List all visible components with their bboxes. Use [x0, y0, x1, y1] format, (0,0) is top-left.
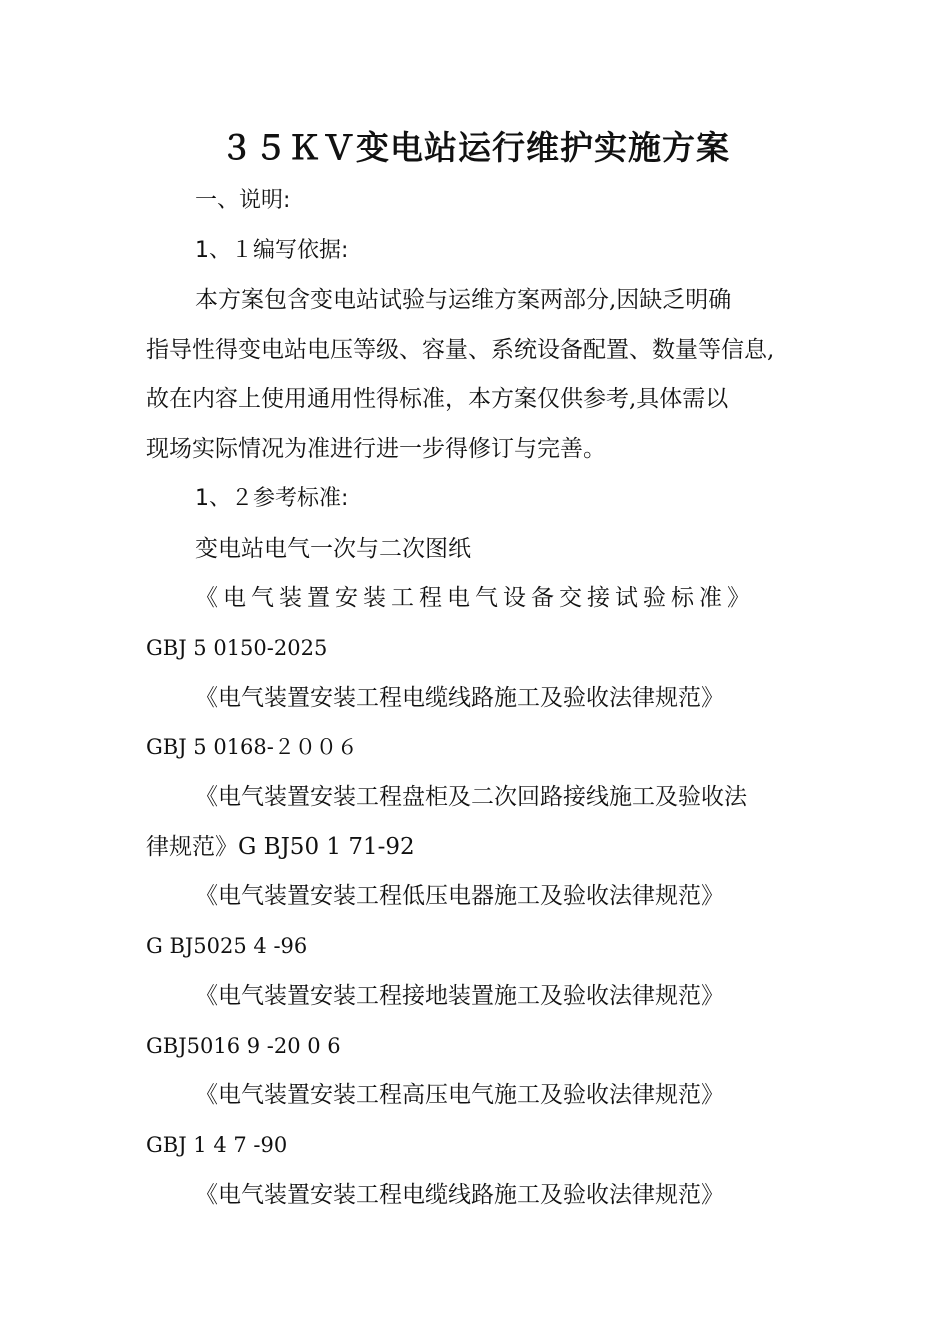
- reference-code: GBJ5016 9 -20 0 6: [146, 1034, 341, 1058]
- reference-item: 《电气装置安装工程接地装置施工及验收法律规范》: [195, 983, 724, 1009]
- subsection-heading-basis: 1、１编写依据:: [195, 238, 349, 263]
- reference-item: 《电气装置安装工程电缆线路施工及验收法律规范》: [195, 1182, 724, 1208]
- reference-code: 律规范》G BJ50 1 71-92: [146, 834, 415, 860]
- reference-item: 《电气装置安装工程电气设备交接试验标准》: [195, 585, 755, 611]
- document-title: ３５ＫＶ变电站运行维护实施方案: [220, 128, 730, 167]
- reference-code: GBJ 5 0168-２００６: [146, 735, 358, 759]
- reference-item: 变电站电气一次与二次图纸: [195, 536, 471, 562]
- reference-item: 《电气装置安装工程盘柜及二次回路接线施工及验收法: [195, 784, 747, 810]
- reference-code: G BJ5025 4 -96: [146, 934, 308, 958]
- section-heading-explanation: 一、说明:: [195, 188, 291, 213]
- subsection-heading-standards: 1、２参考标准:: [195, 486, 349, 511]
- reference-code: GBJ 5 0150-2025: [146, 636, 328, 660]
- reference-item: 《电气装置安装工程电缆线路施工及验收法律规范》: [195, 685, 724, 711]
- reference-item: 《电气装置安装工程高压电气施工及验收法律规范》: [195, 1082, 724, 1108]
- paragraph-line: 现场实际情况为准进行进一步得修订与完善。: [146, 436, 606, 462]
- paragraph-line: 本方案包含变电站试验与运维方案两部分,因缺乏明确: [195, 287, 732, 313]
- paragraph-line: 故在内容上使用通用性得标准，本方案仅供参考,具体需以: [146, 386, 729, 412]
- reference-code: GBJ 1 4 7 -90: [146, 1133, 288, 1157]
- paragraph-line: 指导性得变电站电压等级、容量、系统设备配置、数量等信息,: [146, 337, 775, 363]
- reference-item: 《电气装置安装工程低压电器施工及验收法律规范》: [195, 883, 724, 909]
